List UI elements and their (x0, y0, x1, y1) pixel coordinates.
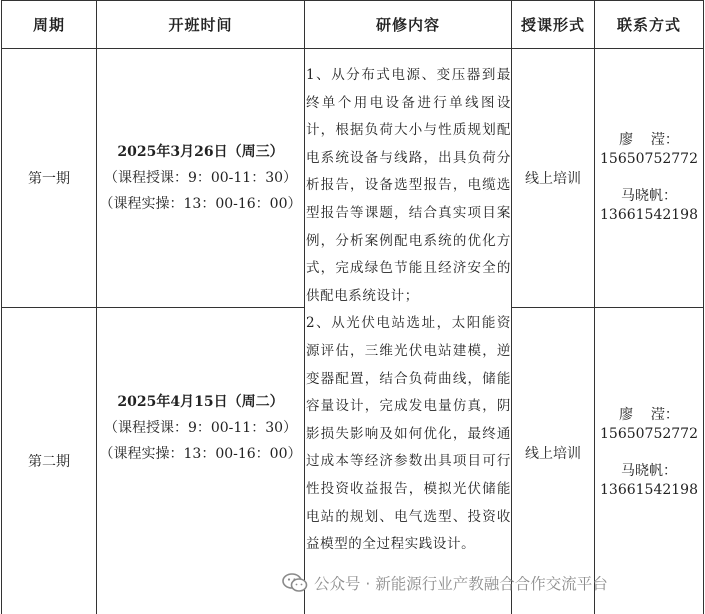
training-content (306, 62, 511, 559)
contact-name: 马晓帆： (621, 463, 677, 479)
header-content: 研修内容 (375, 16, 440, 34)
wechat-icon (282, 573, 308, 593)
header-time: 开班时间 (168, 16, 233, 34)
training-form: 线上培训 (525, 171, 581, 187)
col-divider-2 (304, 0, 305, 614)
lecture-time: （课程授课：9：00-11：30） (103, 420, 298, 436)
contact-cell (595, 49, 703, 307)
header-period: 周期 (32, 16, 65, 34)
period-cell: 第二期 (28, 454, 70, 470)
contact-name: 廖 滢： (619, 132, 679, 148)
contact-phone: 15650752772 (600, 426, 698, 442)
contact-name: 马晓帆： (621, 188, 677, 204)
contact-phone: 15650752772 (600, 151, 698, 167)
practice-time: （课程实操：13：00-16：00） (99, 446, 302, 462)
period-cell: 第一期 (28, 171, 70, 187)
content-paragraph: 1、从分布式电源、变压器到最终单个用电设备进行单线图设计，根据负荷大小与性质规划配电系统设备与线路，出具负荷分析报告，设备选型报告，电缆选型报告等课题，结合真实项目案例，分析案例配电系统的优化方式，完成绿色节能且经济安全的供配电系统设计； (306, 67, 511, 304)
header-contact: 联系方式 (616, 16, 681, 34)
session-time-cell (97, 308, 304, 548)
table-border-right (703, 0, 704, 614)
contact-phone: 13661542198 (600, 482, 698, 498)
session-time-cell (97, 49, 304, 307)
content-paragraph: 2、从光伏电站选址，太阳能资源评估，三维光伏电站建模，逆变器配置，结合负荷曲线，储能容量设计，完成发电量仿真，阴影损失影响及如何优化，最终通过成本等经济参数出具项目可行性投资收益报告，模拟光伏储能电站的规划、电气选型、投资收益模型的全过程实践设计。 (306, 315, 511, 553)
practice-time: （课程实操：13：00-16：00） (99, 196, 302, 212)
lecture-time: （课程授课：9：00-11：30） (103, 170, 298, 186)
session-date: 2025年4月15日（周二） (117, 394, 284, 410)
contact-name: 廖 滢： (619, 407, 679, 423)
watermark-text: 公众号 · 新能源行业产教融合合作交流平台 (314, 575, 608, 593)
contact-cell (595, 308, 703, 598)
session-date: 2025年3月26日（周三） (117, 144, 284, 160)
training-form: 线上培训 (525, 446, 581, 462)
contact-phone: 13661542198 (600, 207, 698, 223)
watermark (282, 572, 608, 594)
header-form: 授课形式 (520, 16, 585, 34)
